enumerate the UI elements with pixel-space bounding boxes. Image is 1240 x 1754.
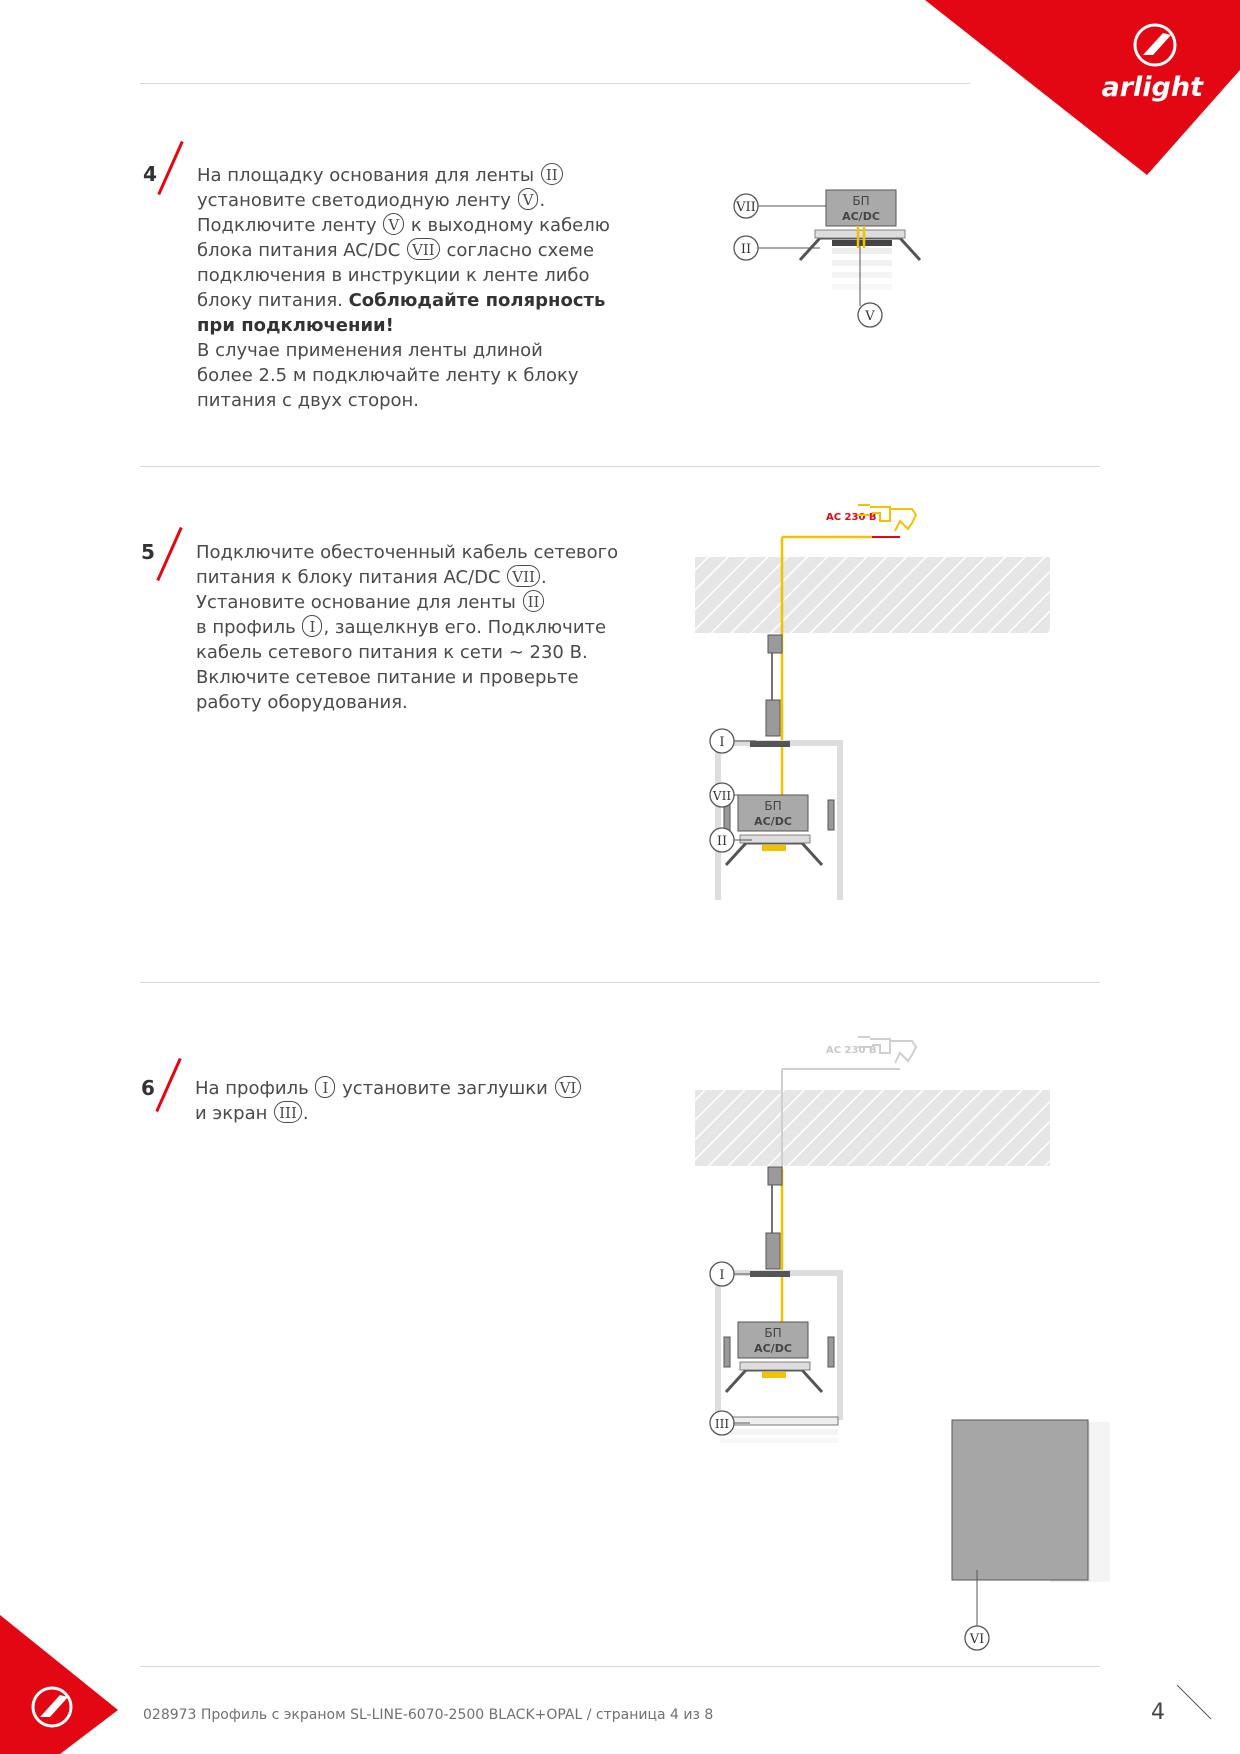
- brand-corner-bottom: [0, 1615, 120, 1754]
- step-4-line-2: установите светодиодную ленту V .: [197, 190, 546, 211]
- marker-I: I: [302, 615, 322, 637]
- marker-VII: VII: [507, 565, 540, 587]
- step-5-line-5: кабель сетевого питания к сети ~ 230 В.: [196, 642, 588, 663]
- step-6-number: 6: [141, 1076, 155, 1100]
- page-number: 4: [1151, 1700, 1165, 1725]
- marker-II: II: [541, 163, 563, 185]
- psu-label-2: AC/DC: [842, 210, 880, 223]
- step-4-line-4: блока питания AC/DC VII согласно схеме: [197, 240, 595, 261]
- marker-V: V: [518, 188, 539, 210]
- step-6-line-2: и экран III .: [195, 1103, 309, 1124]
- brand-corner: [925, 0, 1240, 175]
- step-5-line-4: в профиль I , защелкнув его. Подключите: [196, 617, 607, 638]
- psu-label-1: БП: [764, 799, 782, 813]
- diagram-label-II: II: [740, 242, 752, 257]
- step-6-slash: [155, 1058, 181, 1112]
- footer-text: 028973 Профиль с экраном SL-LINE-6070-2500 BLACK+OPAL / страница 4 из 8: [143, 1707, 714, 1723]
- step-5-number: 5: [141, 540, 155, 564]
- step-6-line-1: На профиль I установите заглушки VI: [195, 1076, 655, 1101]
- step-5-line-2: питания к блоку питания AC/DC VII .: [196, 567, 547, 588]
- brand-logo-text: arlight: [1101, 72, 1203, 103]
- step-4-slash: [157, 141, 183, 195]
- psu-label-2: AC/DC: [754, 1342, 792, 1355]
- psu-label-2: AC/DC: [754, 815, 792, 828]
- marker-V: V: [383, 213, 404, 235]
- step-6-text: [195, 1076, 655, 1126]
- marker-VI: VI: [555, 1076, 582, 1098]
- psu-label-1: БП: [852, 194, 870, 208]
- step-4-line-3: Подключите ленту V к выходному кабелю: [197, 215, 610, 236]
- step-4-line-10: питания с двух сторон.: [197, 390, 420, 411]
- step-4-line-8: В случае применения ленты длиной: [197, 340, 543, 361]
- step-4-line-7: при подключении!: [197, 315, 394, 336]
- step-4-line-1: На площадку основания для ленты II: [197, 163, 647, 188]
- section-divider-2: [140, 982, 1100, 983]
- step-4-text: [197, 163, 647, 413]
- step-5-slash: [156, 527, 182, 581]
- diagram-label-I: I: [719, 1268, 725, 1283]
- step-5-line-1: Подключите обесточенный кабель сетевого: [196, 542, 619, 563]
- marker-II: II: [523, 590, 545, 612]
- diagram-label-VI: VI: [969, 1632, 985, 1647]
- diagram-label-II: II: [716, 834, 728, 849]
- step-5-line-6: Включите сетевое питание и проверьте: [196, 667, 579, 688]
- page-corner-line: [1175, 1683, 1215, 1723]
- step-4-diagram: [720, 180, 940, 335]
- step-4-line-9: более 2.5 м подключайте ленту к блоку: [197, 365, 579, 386]
- ac-voltage-label: AC 230 В: [826, 512, 877, 523]
- ac-voltage-label: AC 230 В: [826, 1045, 877, 1056]
- step-5-diagram: [690, 495, 1070, 905]
- marker-VII: VII: [407, 238, 440, 260]
- step-5-line-7: работу оборудования.: [196, 692, 408, 713]
- psu-label-1: БП: [764, 1326, 782, 1340]
- diagram-label-III: III: [714, 1417, 730, 1431]
- diagram-label-V: V: [865, 309, 875, 324]
- top-rule: [140, 83, 970, 84]
- marker-I: I: [315, 1076, 335, 1098]
- step-6-diagram: [690, 1025, 1070, 1445]
- marker-III: III: [274, 1101, 302, 1123]
- step-4-line-6: блоку питания. Соблюдайте полярность: [197, 290, 606, 311]
- step-5-text: [196, 540, 656, 715]
- diagram-label-VII: VII: [736, 200, 756, 215]
- step-5-line-3: Установите основание для ленты II: [196, 590, 656, 615]
- step-4-number: 4: [143, 162, 157, 186]
- footer-rule: [140, 1666, 1100, 1667]
- section-divider-1: [140, 466, 1100, 467]
- end-cap-diagram: [950, 1410, 1170, 1660]
- step-4-line-5: подключения в инструкции к ленте либо: [197, 265, 590, 286]
- diagram-label-VII: VII: [712, 789, 732, 803]
- diagram-label-I: I: [719, 735, 725, 750]
